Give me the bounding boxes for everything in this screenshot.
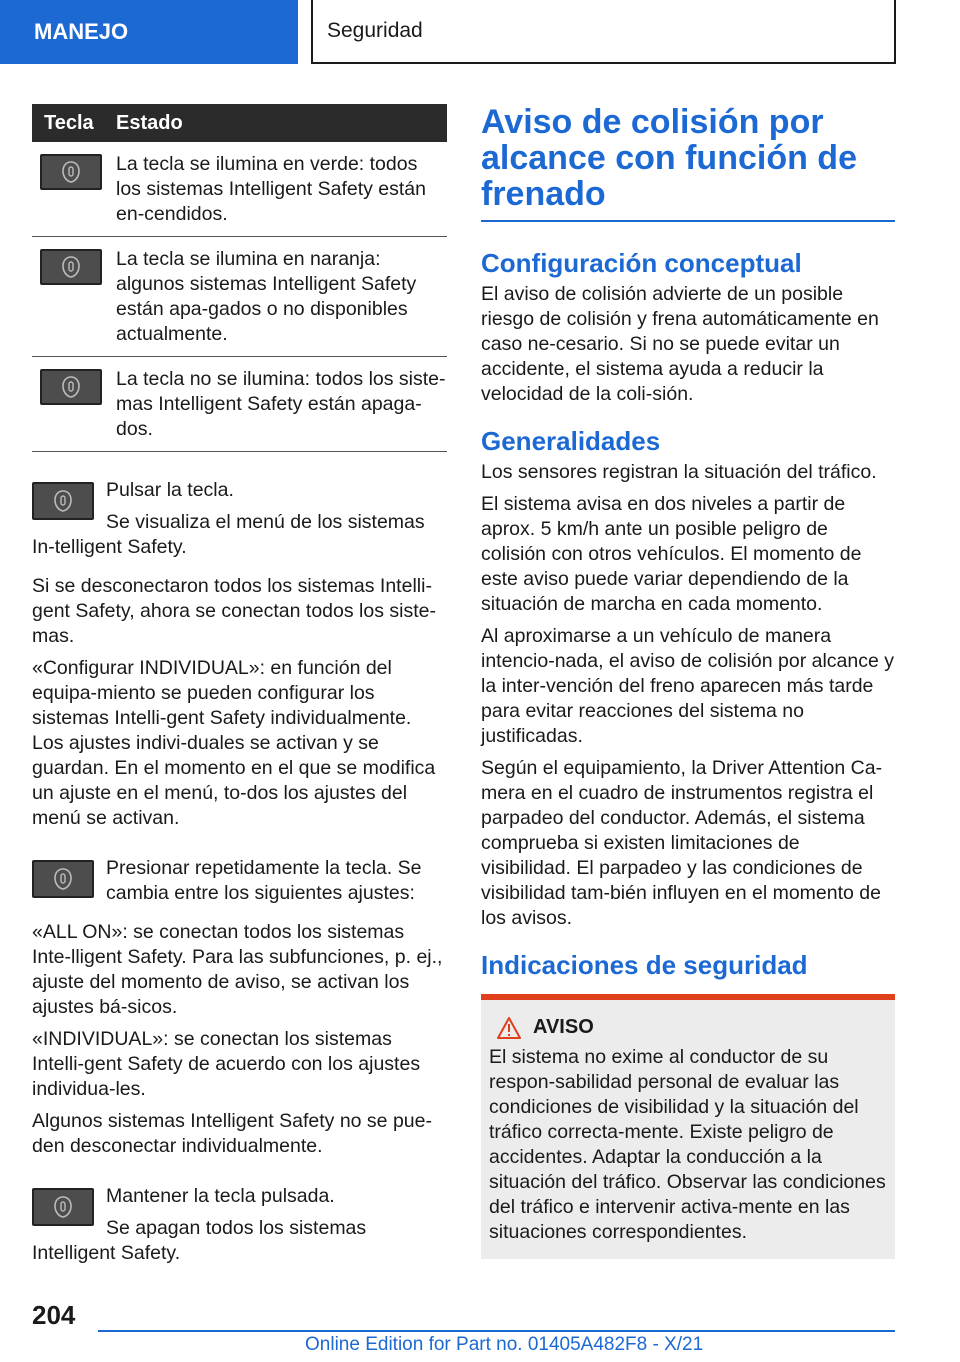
step-menu-shown: Se visualiza el menú de los sistemas In-telligent Safety. xyxy=(32,511,425,558)
intelligent-safety-key-icon xyxy=(40,249,102,285)
footer-divider xyxy=(98,1330,895,1332)
header-chapter-tab xyxy=(311,0,896,64)
step-all-off: Se apagan todos los sistemas Intelligent Safety. xyxy=(32,1217,367,1264)
table-header xyxy=(32,104,447,142)
intelligent-safety-key-icon xyxy=(40,369,102,405)
intelligent-safety-key-icon xyxy=(32,860,94,898)
paragraph-general-2: El sistema avisa en dos niveles a partir de aprox. 5 km/h ante un posible peligro de colisión con otros vehículos. El momento de este aviso puede variar dependiendo de la situación de marcha en cada momento. xyxy=(481,493,862,615)
table-header-state: Estado xyxy=(116,111,183,134)
paragraph-general-4: Según el equipamiento, la Driver Attention Ca-mera en el cuadro de instrumentos registra el parpadeo del conductor. Además, el sistema comprueba si existen limitaciones de visibilidad. El parpadeo y las condiciones de visibilidad tam-bién influyen en el momento de los avisos. xyxy=(481,757,883,929)
heading-general: Generalidades xyxy=(481,426,661,456)
step-press-repeatedly: Presionar repetidamente la tecla. Se cambia entre los siguientes ajustes: xyxy=(106,857,422,904)
header-chapter-label: Seguridad xyxy=(327,19,423,42)
paragraph-individual-setting: «INDIVIDUAL»: se conectan los sistemas Intelli-gent Safety de acuerdo con los ajustes individua-les. xyxy=(32,1028,421,1100)
intelligent-safety-key-icon xyxy=(32,1188,94,1226)
warning-box xyxy=(481,994,895,1259)
edition-note: Online Edition for Part no. 01405A482F8 - X/21 xyxy=(305,1334,704,1355)
paragraph-general-3: Al aproximarse a un vehículo de manera intencio-nada, el aviso de colisión por alcance y la inter-vención del freno aparecen más tarde para evitar reacciones del sistema no justificadas. xyxy=(481,625,894,747)
step-hold-key: Mantener la tecla pulsada. xyxy=(106,1185,335,1207)
paragraph-general-1: Los sensores registran la situación del tráfico. xyxy=(481,461,877,483)
paragraph-all-on-setting: «ALL ON»: se conectan todos los sistemas Inte-lligent Safety. Para las subfunciones, p. ej., ajuste del momento de aviso, se activan los ajustes bá-sicos. xyxy=(32,921,443,1018)
intelligent-safety-key-icon xyxy=(32,482,94,520)
warning-title: AVISO xyxy=(533,1016,594,1038)
right-column xyxy=(481,104,895,1259)
table-row-text: La tecla se ilumina en naranja: algunos sistemas Intelligent Safety están apa-gados o no disponibles actualmente. xyxy=(116,248,417,345)
page-number: 204 xyxy=(32,1300,76,1330)
table-row xyxy=(32,142,447,237)
warning-triangle-icon xyxy=(497,1017,521,1039)
step-press-key: Pulsar la tecla. xyxy=(106,479,234,501)
paragraph-all-on: Si se desconectaron todos los sistemas Intelli-gent Safety, ahora se conectan todos los siste-mas. xyxy=(32,575,436,647)
header-section-label: MANEJO xyxy=(34,19,129,44)
heading-safety: Indicaciones de seguridad xyxy=(481,950,808,980)
heading-concept: Configuración conceptual xyxy=(481,248,802,278)
table-row-text: La tecla no se ilumina: todos los siste-mas Intelligent Safety están apaga-dos. xyxy=(116,368,446,440)
section-title: Aviso de colisión por alcance con función de frenado xyxy=(481,104,895,222)
table-row xyxy=(32,357,447,452)
table-row xyxy=(32,237,447,357)
paragraph-concept: El aviso de colisión advierte de un posible riesgo de colisión y frena automáticamente en caso ne-cesario. Si no se puede evitar un accidente, el sistema ayuda a reducir la velocidad de la coli-sión. xyxy=(481,283,879,405)
left-column xyxy=(32,104,447,1273)
intelligent-safety-key-icon xyxy=(40,154,102,190)
paragraph-configure-individual: «Configurar INDIVIDUAL»: en función del equipa-miento se pueden configurar los sistemas Intelli-gent Safety individualmente. Los ajustes indivi-duales se activan y se guardan. En el momento en el que se modifica un ajuste en el menú, to-dos los ajustes del menú se activan. xyxy=(32,657,436,829)
table-header-key: Tecla xyxy=(44,111,94,134)
warning-text: El sistema no exime al conductor de su respon-sabilidad personal de evaluar las condiciones de visibilidad y la situación del tráfico correcta-mente. Existe peligro de accidentes. Adaptar la conducción a la situación del tráfico. Observar las condiciones del tráfico e intervenir activa-mente en las situaciones correspondientes. xyxy=(489,1046,886,1243)
table-row-text: La tecla se ilumina en verde: todos los sistemas Intelligent Safety están en-cendidos. xyxy=(116,153,426,225)
header-section-tab xyxy=(0,0,298,64)
paragraph-not-disconnectable: Algunos sistemas Intelligent Safety no se pue-den desconectar individualmente. xyxy=(32,1110,432,1157)
